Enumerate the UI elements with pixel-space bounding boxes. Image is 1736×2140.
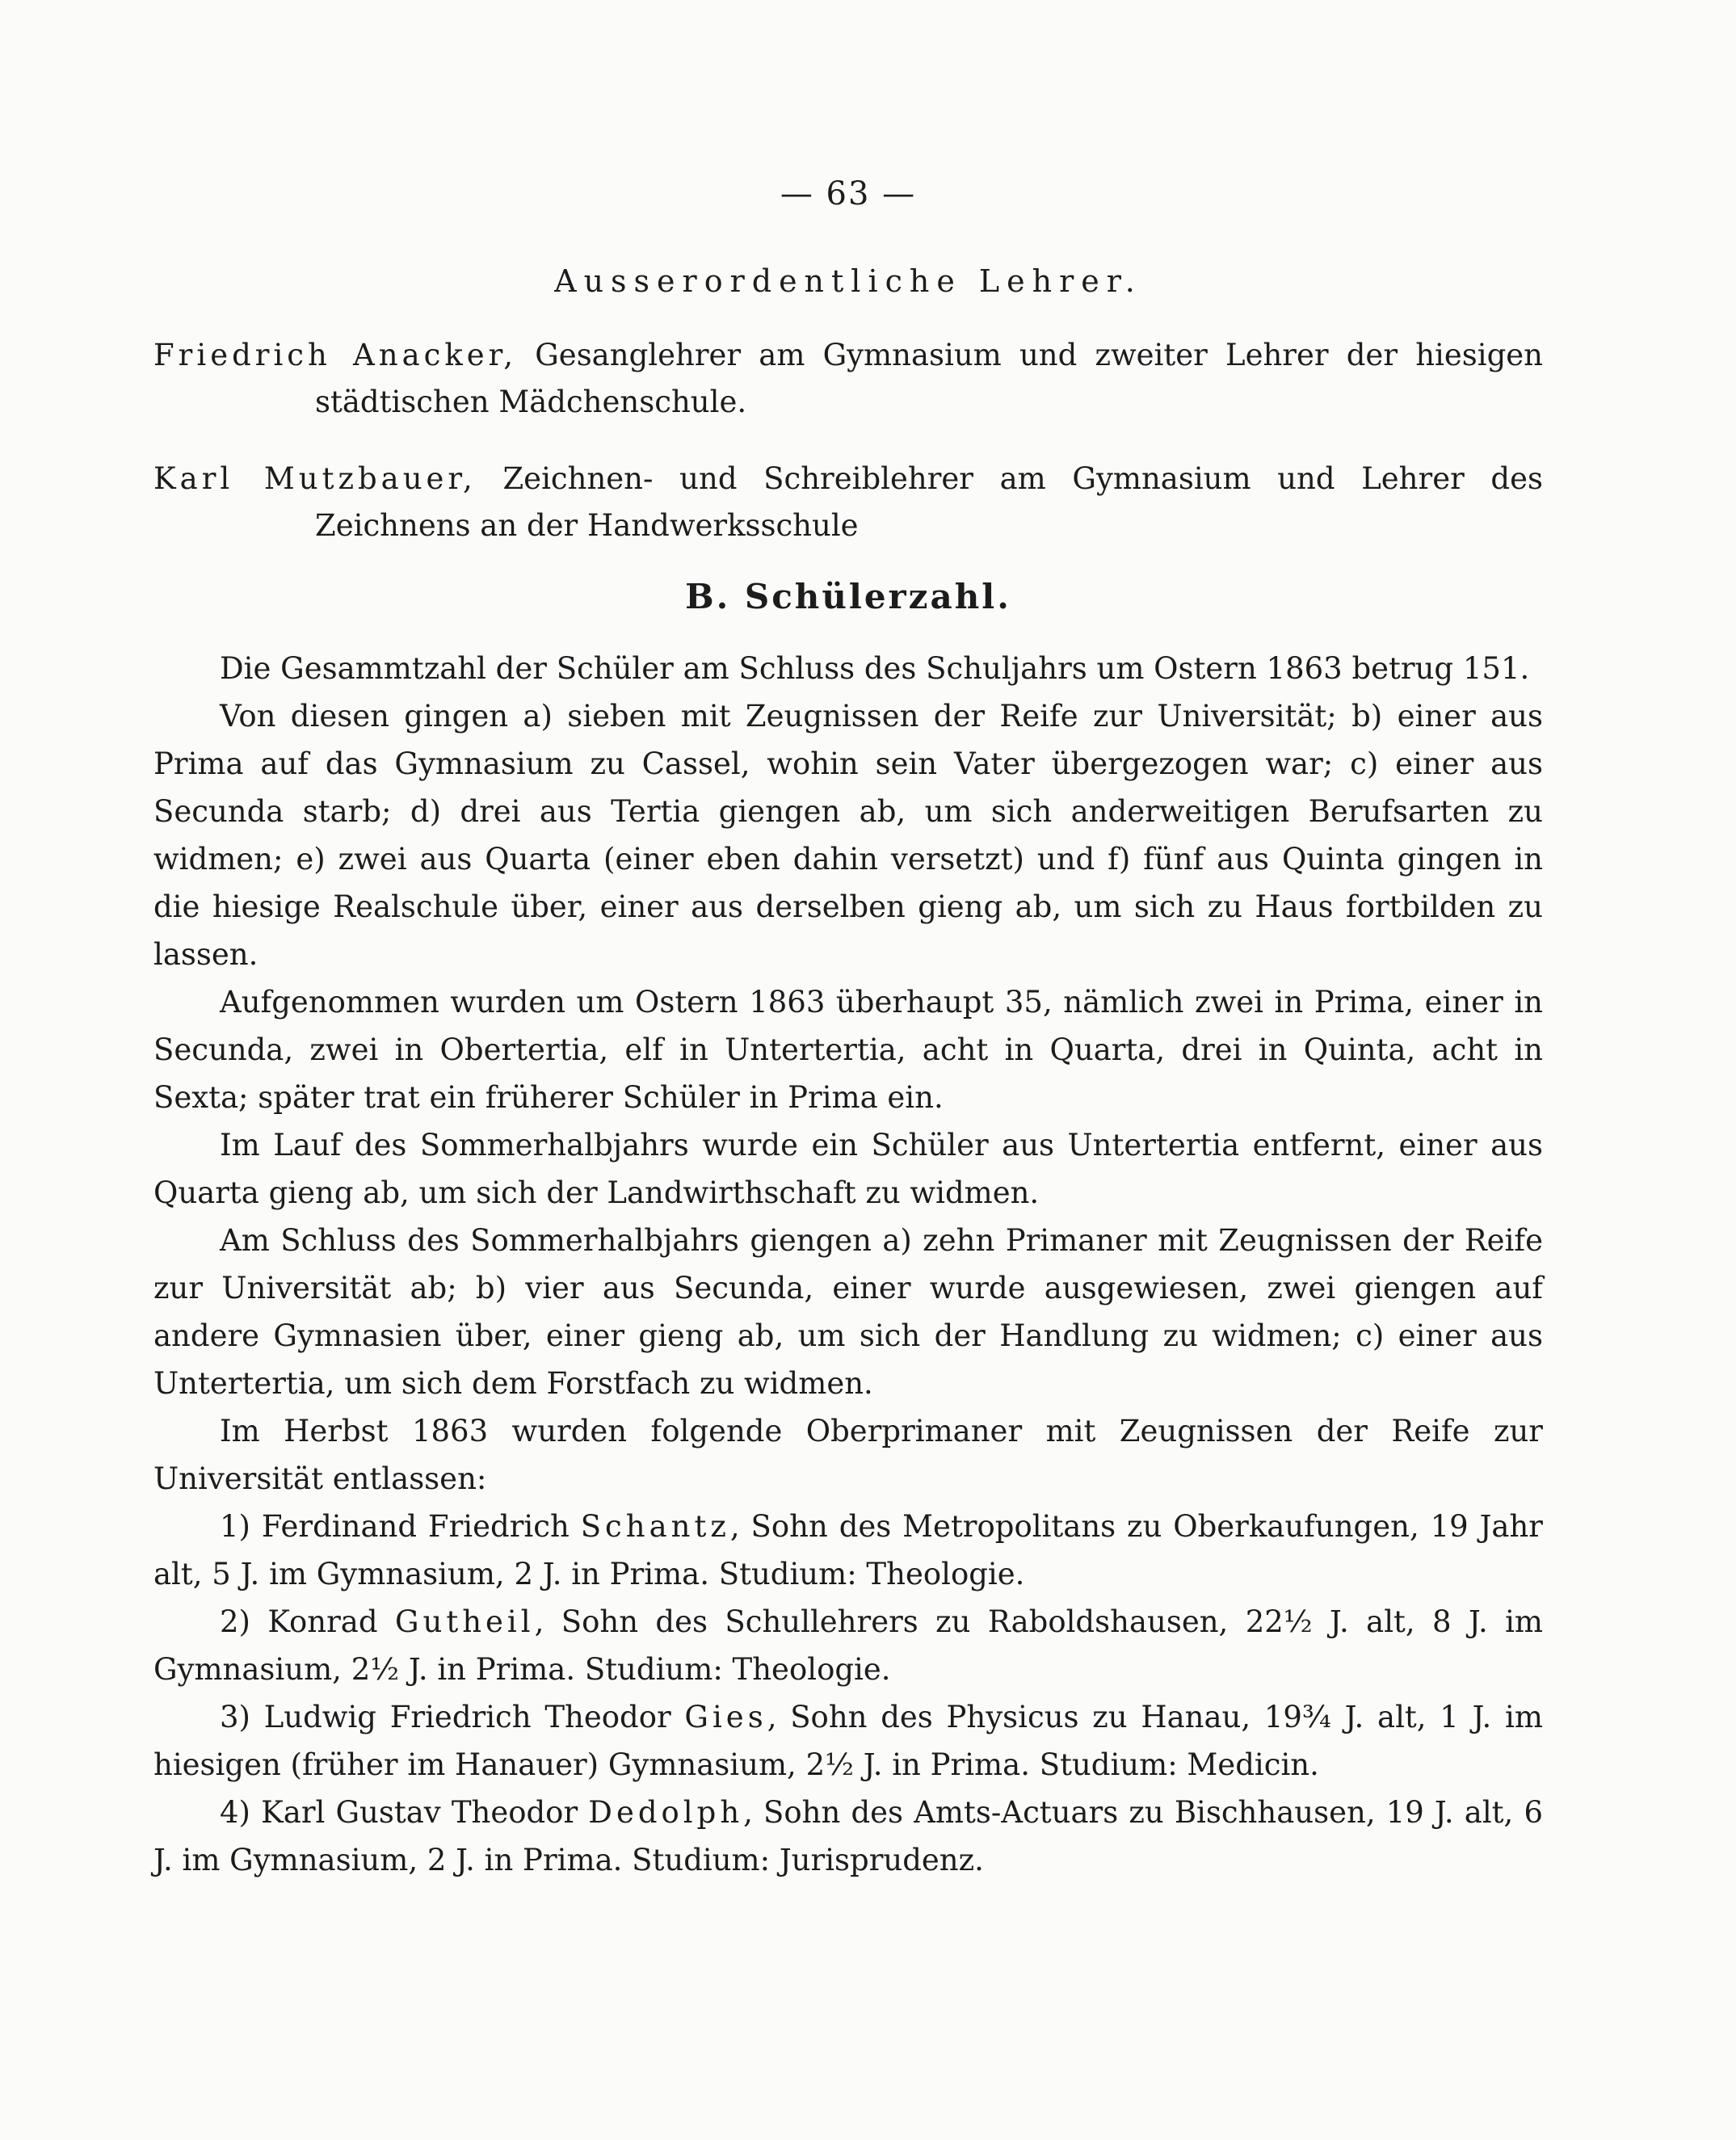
section-a-title: Ausserordentliche Lehrer. (554, 263, 1142, 299)
section-b-title: B. Schülerzahl. (685, 577, 1011, 616)
paragraph: Die Gesammtzahl der Schüler am Schluss des Schuljahrs um Ostern 1863 betrug 151. (220, 651, 1530, 686)
student-details: , Sohn des Schullehrers zu Raboldshausen, 22½ J. alt, 8 J. im Gymnasium, 2½ J. in Prima. Studium: Theologie. (153, 1604, 1544, 1687)
teacher-description: Gesanglehrer am Gymnasium und zweiter Lehrer der hiesigen städtischen Mädchenschule. (315, 338, 1543, 419)
teacher-description: Zeichnen- und Schreiblehrer am Gymnasium und Lehrer des Zeichnens an der Handwerksschule (315, 461, 1544, 543)
student-prefix: 4) Karl Gustav Theodor (220, 1795, 589, 1830)
paragraph: Im Lauf des Sommerhalbjahrs wurde ein Schüler aus Untertertia entfernt, einer aus Quarta gieng ab, um sich der Landwirthschaft zu widmen. (153, 1128, 1543, 1210)
student-details: , Sohn des Physicus zu Hanau, 19¾ J. alt, 1 J. im hiesigen (früher im Hanauer) Gymnasium, 2½ J. in Prima. Studium: Medicin. (153, 1700, 1543, 1782)
teacher-entry (153, 456, 1543, 549)
student-entry (153, 1503, 1543, 1598)
teacher-name: Friedrich Anacker, (153, 338, 518, 372)
student-surname: Gies (684, 1700, 767, 1734)
paragraph: Am Schluss des Sommerhalbjahrs giengen a) zehn Primaner mit Zeugnissen der Reife zur Universität ab; b) vier aus Secunda, einer wurde ausgewiesen, zwei giengen auf andere Gymnasien über, einer gieng ab, um sich der Handlung zu widmen; c) einer aus Untertertia, um sich dem Forstfach zu widmen. (153, 1223, 1543, 1401)
student-details: , Sohn des Amts-Actuars zu Bischhausen, 19 J. alt, 6 J. im Gymnasium, 2 J. in Prima. Studium: Jurisprudenz. (153, 1795, 1543, 1877)
teacher-entry (153, 332, 1543, 426)
student-prefix: 2) Konrad (220, 1604, 395, 1639)
student-entry (153, 1789, 1543, 1884)
student-surname: Dedolph (588, 1795, 744, 1830)
student-details: , Sohn des Metropolitans zu Oberkaufungen, 19 Jahr alt, 5 J. im Gymnasium, 2 J. in Prima. Studium: Theologie. (153, 1509, 1543, 1591)
teacher-name: Karl Mutzbauer, (153, 461, 477, 496)
student-surname: Schantz (580, 1509, 730, 1544)
student-entry (153, 1693, 1543, 1789)
student-prefix: 1) Ferdinand Friedrich (220, 1509, 581, 1544)
page-number: — 63 — (780, 175, 917, 212)
student-entry (153, 1598, 1543, 1693)
paragraph: Aufgenommen wurden um Ostern 1863 überhaupt 35, nämlich zwei in Prima, einer in Secunda, zwei in Obertertia, elf in Untertertia, acht in Quarta, drei in Quinta, acht in Sexta; später trat ein früherer Schüler in Prima ein. (153, 985, 1543, 1115)
page-content (153, 170, 1543, 1884)
student-surname: Gutheil (394, 1604, 535, 1639)
paragraph: Von diesen gingen a) sieben mit Zeugnissen der Reife zur Universität; b) einer aus Prima auf das Gymnasium zu Cassel, wohin sein Vater übergezogen war; c) einer aus Secunda starb; d) drei aus Tertia giengen ab, um sich anderweitigen Berufsarten zu widmen; e) zwei aus Quarta (einer eben dahin versetzt) und f) fünf aus Quinta gingen in die hiesige Realschule über, einer aus derselben gieng ab, um sich zu Haus fortbilden zu lassen. (153, 699, 1543, 972)
paragraph: Im Herbst 1863 wurden folgende Oberprimaner mit Zeugnissen der Reife zur Universität entlassen: (153, 1414, 1543, 1496)
student-prefix: 3) Ludwig Friedrich Theodor (220, 1700, 685, 1734)
